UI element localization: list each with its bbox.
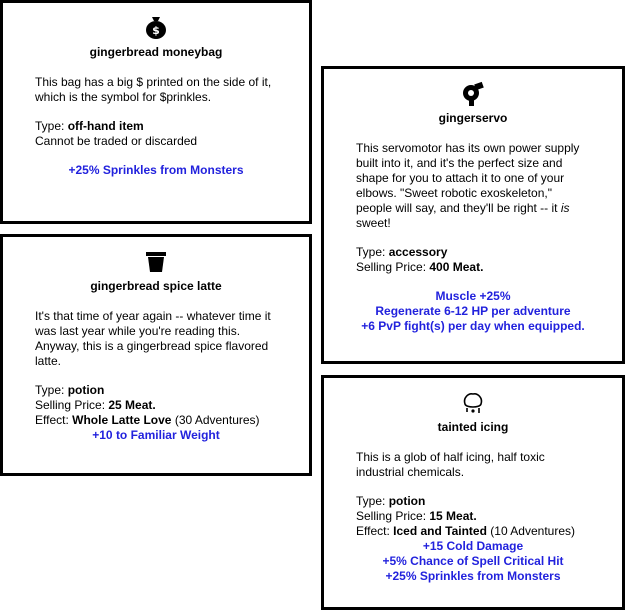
effect-duration: (10 Adventures) — [486, 524, 575, 538]
item-description: It's that time of year again -- whatever time it was last year while you're reading this. Anyway, this is a gingerbread spice flavored latte. — [35, 309, 271, 368]
effect-line: +10 to Familiar Weight — [92, 428, 220, 442]
moneybag-icon — [142, 13, 170, 41]
effect-line: +6 PvP fight(s) per day when equipped. — [361, 319, 585, 333]
item-type-line: Type: potion — [356, 494, 426, 508]
item-card-moneybag — [0, 0, 312, 224]
item-description: This is a glob of half icing, half toxic industrial chemicals. — [356, 450, 545, 479]
item-description: This servomotor has its own power supply built into it, and it's the perfect size and shape for you to attach it to one of your elbows. "Sweet robotic exoskeleton," people will say, and they'll be right -- it is sweet! — [356, 141, 580, 230]
item-price: 25 Meat. — [108, 398, 156, 412]
item-type: accessory — [388, 245, 448, 259]
item-price-line: Selling Price: 400 Meat. — [356, 260, 484, 274]
effect-line: Muscle +25% — [435, 289, 511, 303]
item-type-line: Type: off-hand item — [35, 119, 144, 133]
servo-icon — [459, 79, 487, 107]
item-type: potion — [67, 383, 105, 397]
item-type: potion — [388, 494, 426, 508]
item-type-line: Type: accessory — [356, 245, 448, 259]
item-effects — [35, 428, 277, 443]
icing-glob-icon — [459, 388, 487, 416]
latte-cup-icon — [142, 247, 170, 275]
item-card-icing — [321, 375, 625, 610]
item-type-line: Type: potion — [35, 383, 105, 397]
effect-line: +15 Cold Damage — [422, 539, 524, 553]
item-effects — [356, 289, 590, 334]
item-price-line: Selling Price: 25 Meat. — [35, 398, 156, 412]
item-card-servo — [321, 66, 625, 364]
item-effects — [35, 163, 277, 178]
effect-line: +25% Sprinkles from Monsters — [385, 569, 561, 583]
item-note: Cannot be traded or discarded — [35, 134, 198, 148]
item-price: 15 Meat. — [429, 509, 477, 523]
item-effect-line: Effect: Whole Latte Love (30 Adventures) — [35, 413, 260, 427]
item-effects — [356, 539, 590, 584]
item-description: This bag has a big $ printed on the side of it, which is the symbol for $prinkles. — [35, 75, 272, 104]
item-effect-line: Effect: Iced and Tainted (10 Adventures) — [356, 524, 575, 538]
effect-line: +5% Chance of Spell Critical Hit — [382, 554, 564, 568]
effect-duration: (30 Adventures) — [171, 413, 260, 427]
item-title: gingerbread spice latte — [90, 279, 222, 293]
item-title: tainted icing — [437, 420, 509, 434]
item-price: 400 Meat. — [429, 260, 484, 274]
item-title: gingerservo — [438, 111, 508, 125]
item-price-line: Selling Price: 15 Meat. — [356, 509, 477, 523]
effect-name: Iced and Tainted — [393, 524, 487, 538]
effect-name: Whole Latte Love — [72, 413, 172, 427]
item-title: gingerbread moneybag — [89, 45, 223, 59]
effect-line: +25% Sprinkles from Monsters — [68, 163, 244, 177]
item-card-latte — [0, 234, 312, 476]
svg-text:$: $ — [152, 24, 160, 37]
item-type: off-hand item — [67, 119, 144, 133]
effect-line: Regenerate 6-12 HP per adventure — [375, 304, 571, 318]
